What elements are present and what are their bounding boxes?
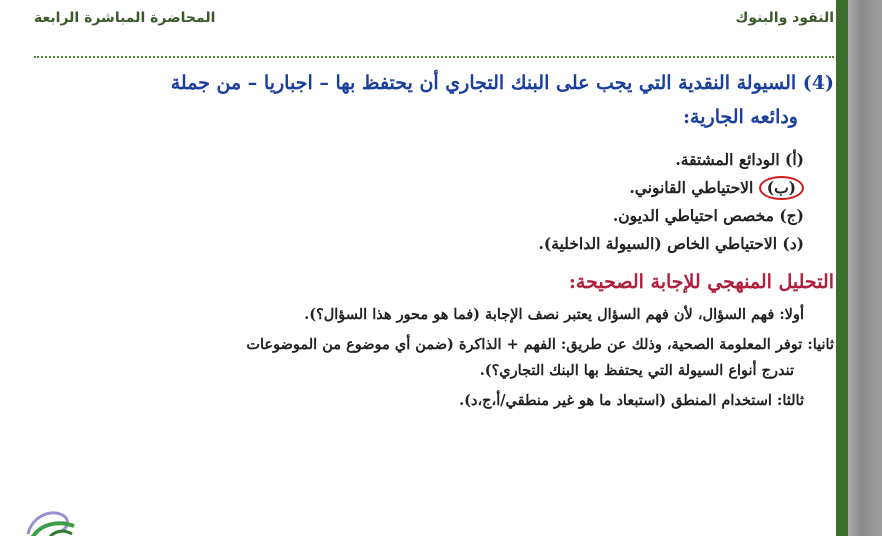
analysis-point-2 <box>20 332 834 384</box>
analysis-point-2-line-2: تندرج أنواع السيولة التي يحتفظ بها البنك التجاري؟). <box>479 362 794 379</box>
analysis-title: التحليل المنهجي للإجابة الصحيحة: <box>568 271 834 293</box>
option-b-text: الاحتياطي القانوني. <box>629 178 759 197</box>
analysis-point-1: أولا: فهم السؤال، لأن فهم السؤال يعتبر نصف الإجابة (فما هو محور هذا السؤال؟). <box>304 306 804 323</box>
analysis-point-3: ثالثا: استخدام المنطق (استبعاد ما هو غير منطقي/أ،ج،د). <box>459 392 804 409</box>
lecture-title: المحاضرة المباشرة الرابعة <box>34 10 216 26</box>
question-line-2: ودائعه الجارية: <box>683 106 798 128</box>
option-c: (ج) مخصص احتياطي الديون. <box>612 206 804 225</box>
option-a: (أ) الودائع المشتقة. <box>675 150 804 169</box>
option-b <box>20 174 804 202</box>
analysis-point-2-line-1: ثانيا: توفر المعلومة الصحية، وذلك عن طريق: الفهم + الذاكرة (ضمن أي موضوع من الموضوعات <box>246 336 834 353</box>
logo-icon <box>18 504 88 536</box>
slide-header <box>34 8 834 32</box>
option-d: (د) الاحتياطي الخاص (السيولة الداخلية). <box>538 234 804 253</box>
correct-answer-marker: (ب) <box>759 176 804 200</box>
header-divider <box>34 56 834 58</box>
side-green-stripe <box>836 0 848 536</box>
answer-options <box>20 146 834 258</box>
slide-content <box>20 66 834 414</box>
side-gray-stripe <box>848 0 882 536</box>
course-title: النقود والبنوك <box>735 10 834 26</box>
question-text <box>20 66 834 134</box>
question-line-1: (4) السيولة النقدية التي يجب على البنك التجاري أن يحتفظ بها – اجباريا – من جملة <box>170 72 834 94</box>
